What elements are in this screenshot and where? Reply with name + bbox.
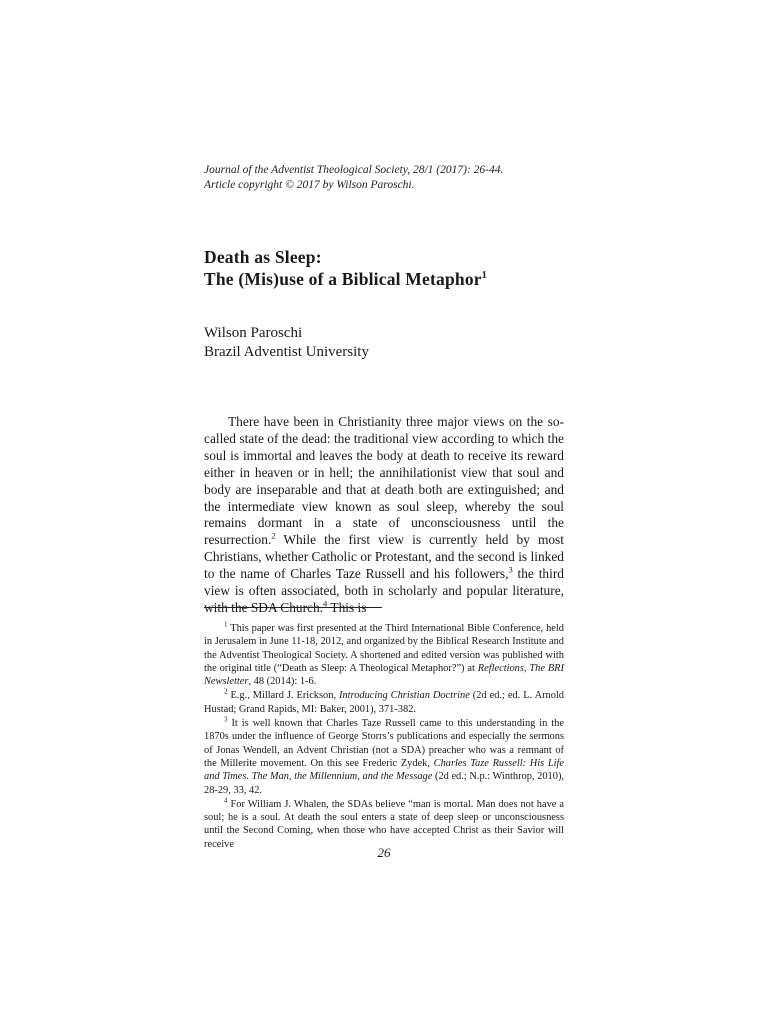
title-line-2 <box>204 268 604 290</box>
footnote-divider <box>204 607 382 608</box>
footnote-4-text-a: For William J. Whalen, the SDAs believe “man is mortal. Man does not have a soul; he is a soul. At death the soul enters a state of deep sleep or unconsciousness until the Second Coming, when those who have accepted Christ as their Savior will receive <box>204 798 564 850</box>
footnote-3-text-a: It is well known that Charles Taze Russell came to this understanding in the 1870s under the influence of George Storrs’s publications and especially the sermons of Jonas Wendell, an Advent Christian (not a SDA) preacher who was a remnant of the Millerite movement. On this see Frederic Zydek, <box>204 718 564 769</box>
title-line-1: Death as Sleep: <box>204 247 322 267</box>
journal-citation: Journal of the Adventist Theological Society, 28/1 (2017): 26-44. <box>204 164 504 176</box>
body-text-b: While the first view is currently held by most Christians, whether Catholic or Protestant, and the second is linked to the name of Charles Taze Russell and his followers, <box>204 532 564 582</box>
footnote-4-mark: 4 <box>224 796 228 805</box>
footnote-1-text-a: This paper was first presented at the Third International Bible Conference, held in Jerusalem in June 11-18, 2012, and organized by the Biblical Research Institute and the Adventist Theological Society. A shortened and edited version was published with the original title (“Death as Sleep: A Theological Metaphor?”) at <box>204 623 564 674</box>
body-paragraph <box>204 414 564 617</box>
footnote-3 <box>204 717 564 797</box>
footnote-ref-2[interactable]: 2 <box>271 530 276 541</box>
footnote-2-text-b: (2d ed.; ed. L. Arnold Hustad; Grand Rapids, MI: Baker, 2001), 371-382. <box>204 690 565 715</box>
body-text-c: the third view is often associated, both in scholarly and popular literature, with the SDA Church. <box>204 566 564 615</box>
footnote-ref-4[interactable]: 4 <box>323 598 328 609</box>
footnote-3-text-b: (2d ed.; N.p.: Winthrop, 2010), 28-29, 33, 42. <box>204 771 564 796</box>
title-footnote-mark[interactable]: 1 <box>481 270 487 282</box>
author-name: Wilson Paroschi <box>204 325 303 341</box>
footnote-2-italic: Introducing Christian Doctrine <box>339 690 470 702</box>
footnote-1-text-b: , 48 (2014): 1-6. <box>248 676 317 688</box>
footnotes <box>204 622 564 852</box>
journal-header <box>204 163 584 193</box>
body-text-d: This is <box>327 599 367 615</box>
body-text-a: There have been in Christianity three major views on the so-called state of the dead: the traditional view according to which the soul is immortal and leaves the body at death to receive its reward either in heaven or in hell; the annihilationist view that soul and body are inseparable and that at death both are extinguished; and the intermediate view known as soul sleep, whereby the soul remains dormant in a state of unconsciousness until the resurrection. <box>204 414 564 548</box>
footnote-2-mark: 2 <box>224 688 228 697</box>
footnote-3-italic: Charles Taze Russell: His Life and Times. The Man, the Millennium, and the Message <box>204 757 565 783</box>
page-number: 26 <box>377 845 391 860</box>
footnote-2-text-a: E.g., Millard J. Erickson, <box>227 690 340 702</box>
footnote-ref-3[interactable]: 3 <box>508 564 513 575</box>
title-line-2-text: The (Mis)use of a Biblical Metaphor <box>204 269 482 289</box>
footnote-4 <box>204 798 564 851</box>
footnote-3-mark: 3 <box>224 715 228 724</box>
author-block <box>204 324 584 362</box>
copyright-line: Article copyright © 2017 by Wilson Paroschi. <box>204 179 415 191</box>
footnote-1-mark: 1 <box>224 620 228 629</box>
footnote-1 <box>204 622 564 688</box>
footnote-2 <box>204 689 564 716</box>
author-affiliation: Brazil Adventist University <box>204 344 369 360</box>
article-title <box>204 246 604 290</box>
footnote-1-italic: Reflections, The BRI Newsletter <box>204 662 564 688</box>
